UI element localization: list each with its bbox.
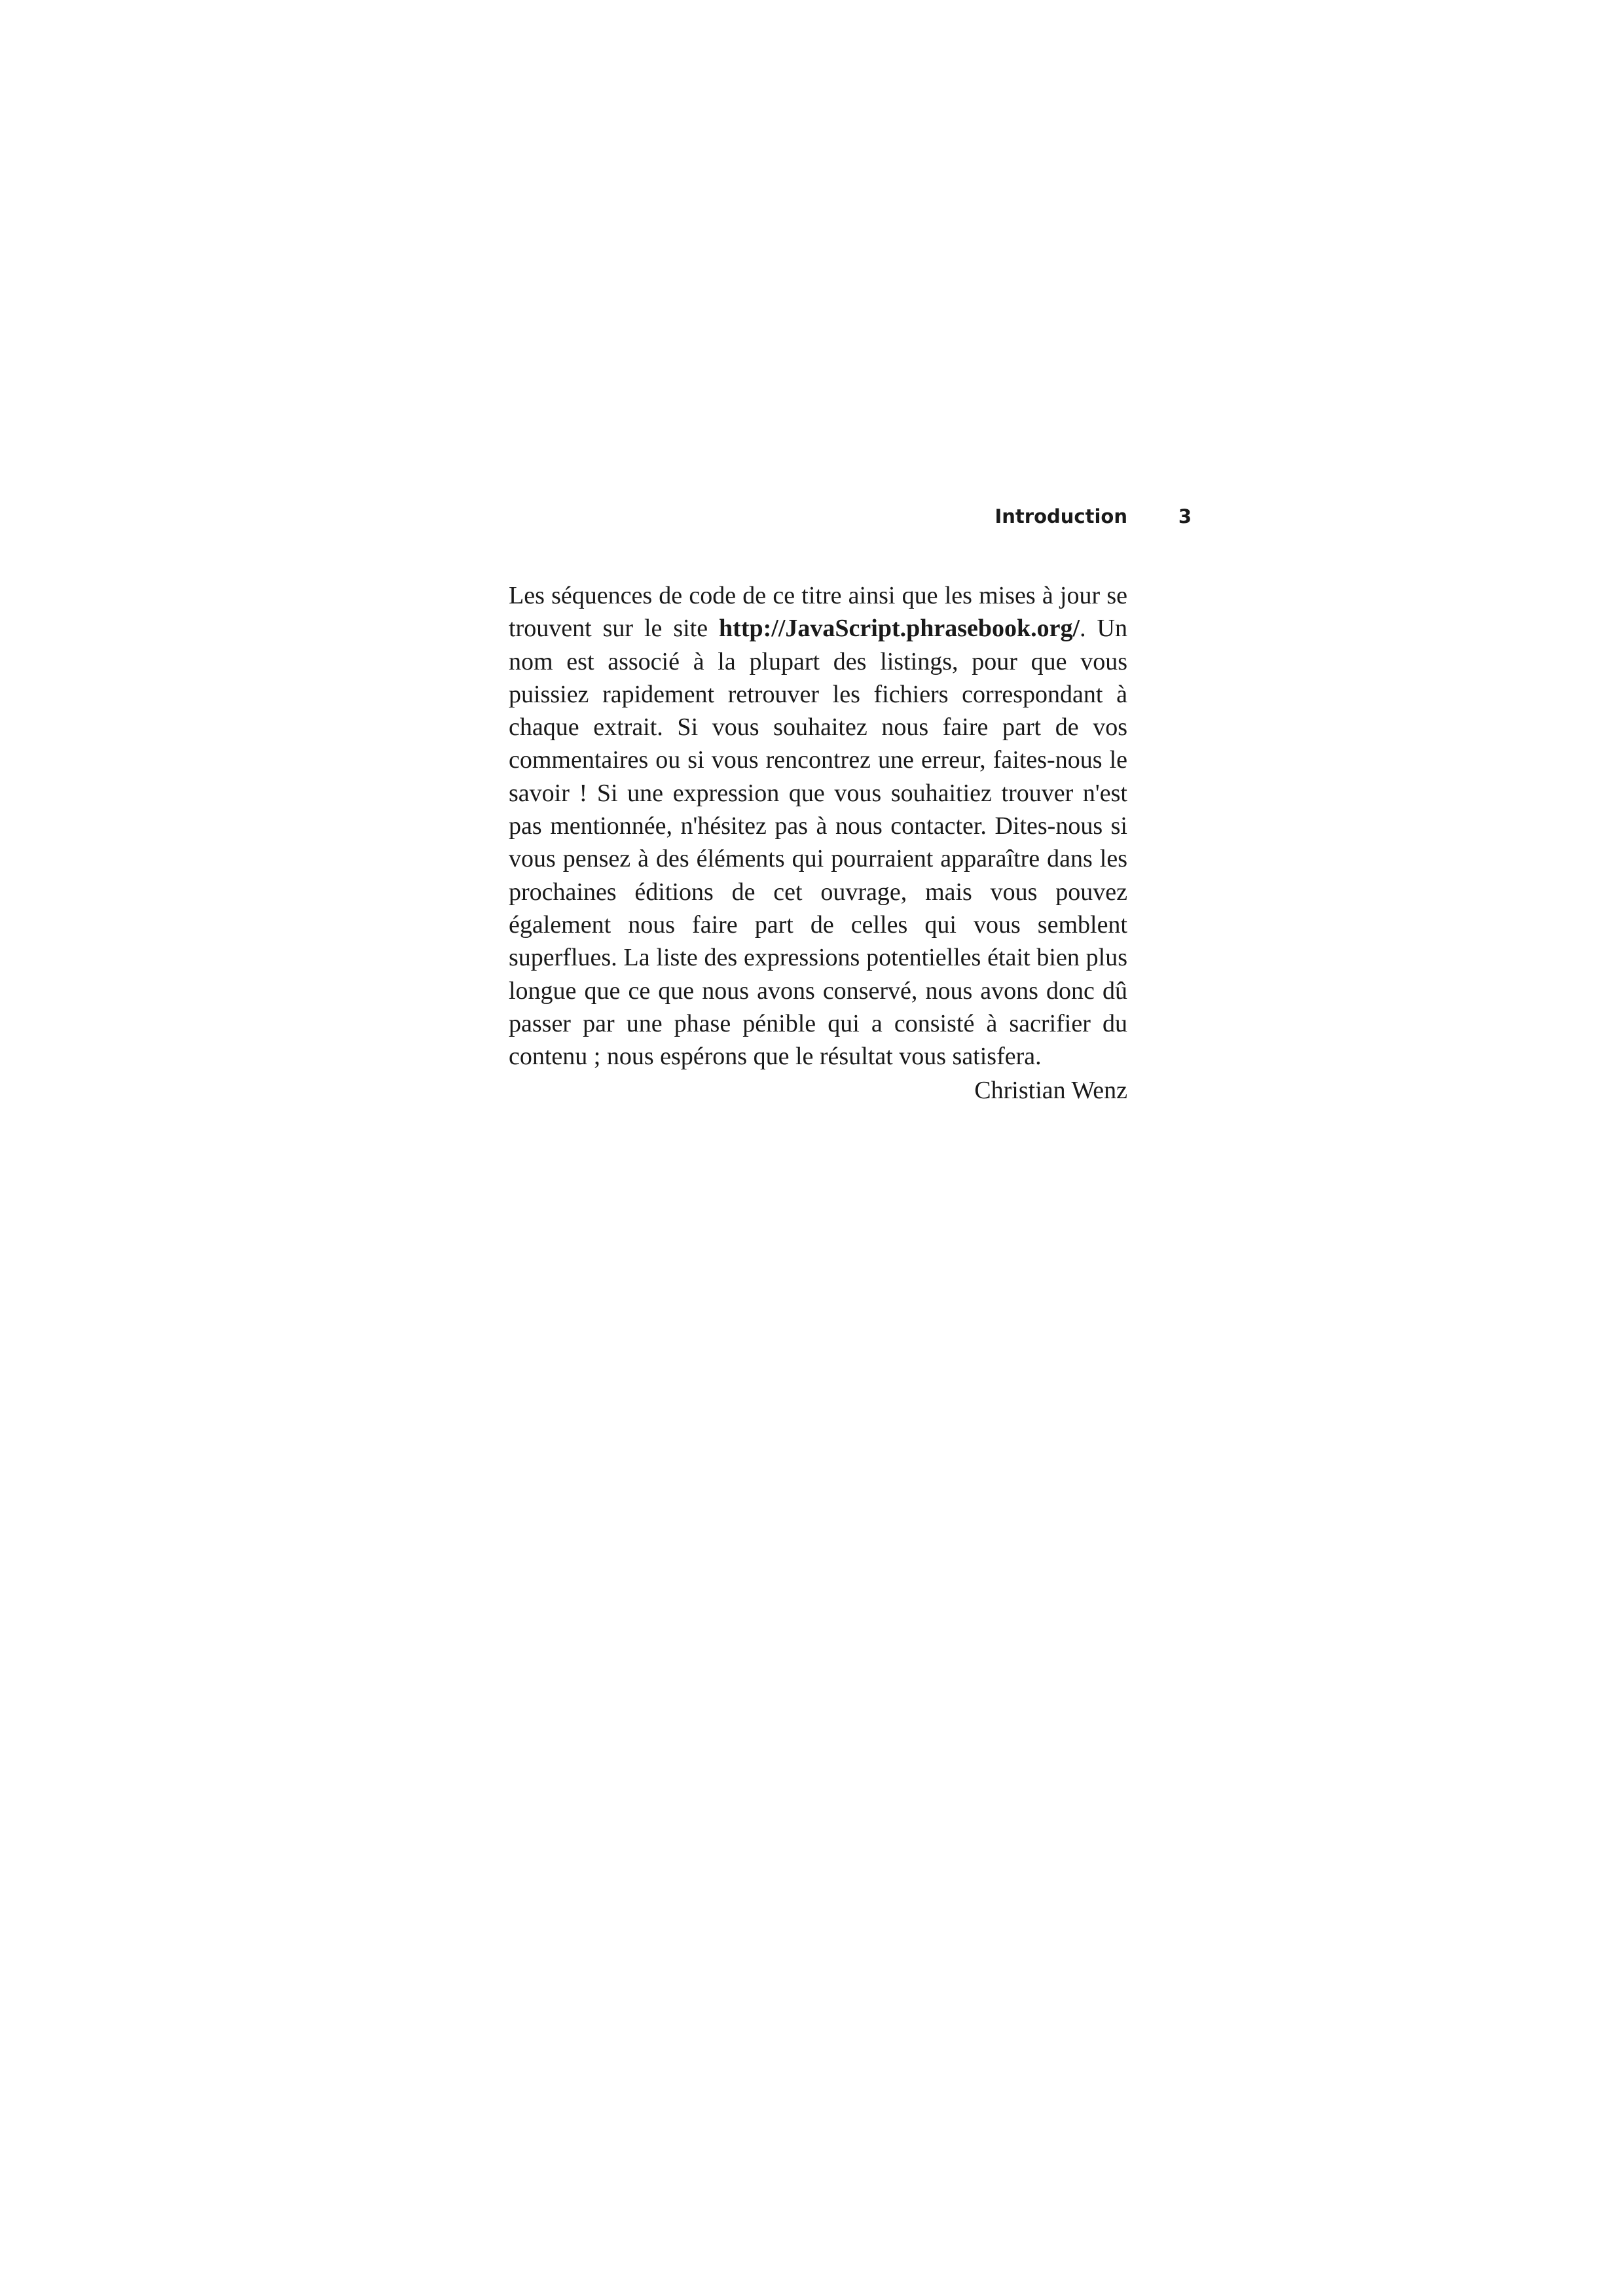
section-title: Introduction <box>994 505 1127 528</box>
running-header <box>917 505 1192 534</box>
body-paragraph <box>509 579 1127 1073</box>
page-number: 3 <box>1178 505 1192 528</box>
paragraph-text-end: . Un nom est associé à la plupart des listings, pour que vous puissiez rapidement retrouver les fichiers correspondant à chaque extrait. Si vous souhaitez nous faire part de vos commentaires ou si vous rencontrez une erreur, faites-nous le savoir ! Si une expression que vous souhaitiez trouver n'est pas mentionnée, n'hésitez pas à nous contacter. Dites-nous si vous pensez à des éléments qui pourraient apparaître dans les prochaines éditions de cet ouvrage, mais vous pouvez également nous faire part de celles qui vous semblent superflues. La liste des expressions potentielles était bien plus longue que ce que nous avons conservé, nous avons donc dû passer par une phase pénible qui a consisté à sacrifier du contenu ; nous espérons que le résultat vous satisfera. <box>509 615 1127 1071</box>
author-signature: Christian Wenz <box>974 1077 1127 1105</box>
paragraph-text-start: Les séquences de code de ce titre ainsi que les mises à jour se trouvent sur le site <box>509 582 1127 643</box>
main-text-block <box>509 579 1127 1107</box>
website-url: http://JavaScript.phrasebook.org/ <box>719 615 1080 643</box>
